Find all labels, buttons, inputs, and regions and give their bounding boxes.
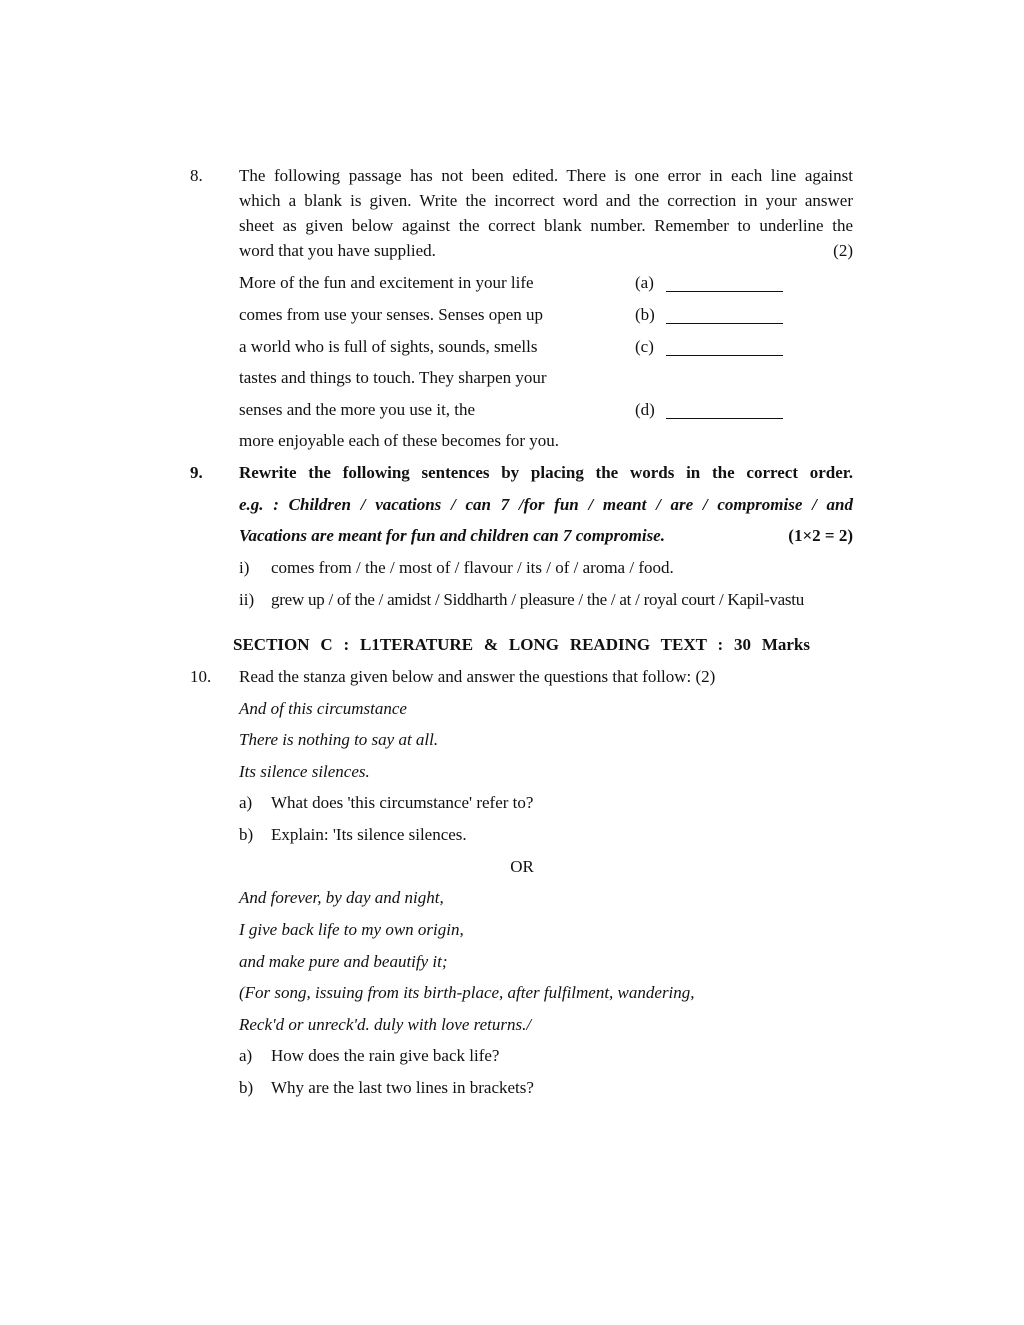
q10-question-text: How does the rain give back life? bbox=[271, 1046, 500, 1065]
q9-example-answer: Vacations are meant for fun and children can 7 compromise. bbox=[239, 526, 665, 545]
q8-marks: (2) bbox=[833, 241, 853, 260]
or-divider: OR bbox=[510, 857, 534, 876]
q10-question-text: Explain: 'Its silence silences. bbox=[271, 825, 467, 844]
q10-question-text: Why are the last two lines in brackets? bbox=[271, 1078, 534, 1097]
q8-passage-line: a world who is full of sights, sounds, smells bbox=[239, 337, 538, 356]
q8-blank-label: (b) bbox=[635, 305, 655, 324]
q10-instruction: Read the stanza given below and answer the questions that follow: (2) bbox=[239, 667, 716, 686]
q8-number: 8. bbox=[190, 166, 203, 185]
q9-item-label: ii) bbox=[239, 590, 255, 609]
q9-item-text: comes from / the / most of / flavour / its / of / aroma / food. bbox=[271, 558, 674, 577]
q10-question-label: b) bbox=[239, 825, 254, 844]
q9-number: 9. bbox=[190, 463, 203, 482]
q10-number: 10. bbox=[190, 667, 212, 686]
answer-blank-line bbox=[666, 418, 783, 419]
q10-question-label: a) bbox=[239, 793, 253, 812]
q8-instruction-line: The following passage has not been edited. There is one error in each line against bbox=[239, 166, 853, 185]
q10-question-label: a) bbox=[239, 1046, 253, 1065]
q9-example-jumbled: e.g. : Children / vacations / can 7 /for fun / meant / are / compromise / and bbox=[239, 495, 853, 514]
q9-marks: (1×2 = 2) bbox=[788, 526, 853, 545]
q9-item-text: grew up / of the / amidst / Siddharth / pleasure / the / at / royal court / Kapil-vastu bbox=[271, 590, 804, 609]
q8-passage-line: senses and the more you use it, the bbox=[239, 400, 476, 419]
q8-blank-label: (d) bbox=[635, 400, 655, 419]
stanza-line: and make pure and beautify it; bbox=[239, 952, 448, 971]
stanza-line: Reck'd or unreck'd. duly with love returns./ bbox=[239, 1015, 532, 1034]
answer-blank-line bbox=[666, 291, 783, 292]
q10-question-text: What does 'this circumstance' refer to? bbox=[271, 793, 534, 812]
q8-passage-line: tastes and things to touch. They sharpen your bbox=[239, 368, 547, 387]
q8-instruction-line: which a blank is given. Write the incorrect word and the correction in your answer bbox=[239, 191, 853, 210]
stanza-line: (For song, issuing from its birth-place, after fulfilment, wandering, bbox=[239, 983, 695, 1002]
q10-question-label: b) bbox=[239, 1078, 254, 1097]
stanza-line: And of this circumstance bbox=[239, 699, 407, 718]
q9-item-label: i) bbox=[239, 558, 250, 577]
q8-blank-label: (c) bbox=[635, 337, 654, 356]
stanza-line: And forever, by day and night, bbox=[239, 888, 444, 907]
stanza-line: I give back life to my own origin, bbox=[239, 920, 464, 939]
answer-blank-line bbox=[666, 355, 783, 356]
q8-passage-line: more enjoyable each of these becomes for you. bbox=[239, 431, 560, 450]
q8-instruction-line: word that you have supplied. bbox=[239, 241, 436, 260]
q8-passage-line: comes from use your senses. Senses open up bbox=[239, 305, 544, 324]
q8-instruction-line: sheet as given below against the correct blank number. Remember to underline the bbox=[239, 216, 853, 235]
q8-blank-label: (a) bbox=[635, 273, 654, 292]
q8-passage-line: More of the fun and excitement in your life bbox=[239, 273, 534, 292]
answer-blank-line bbox=[666, 323, 783, 324]
stanza-line: Its silence silences. bbox=[239, 762, 370, 781]
q9-instruction: Rewrite the following sentences by placing the words in the correct order. bbox=[239, 463, 853, 482]
section-c-heading: SECTION C : L1TERATURE & LONG READING TEXT : 30 Marks bbox=[233, 635, 810, 654]
stanza-line: There is nothing to say at all. bbox=[239, 730, 439, 749]
